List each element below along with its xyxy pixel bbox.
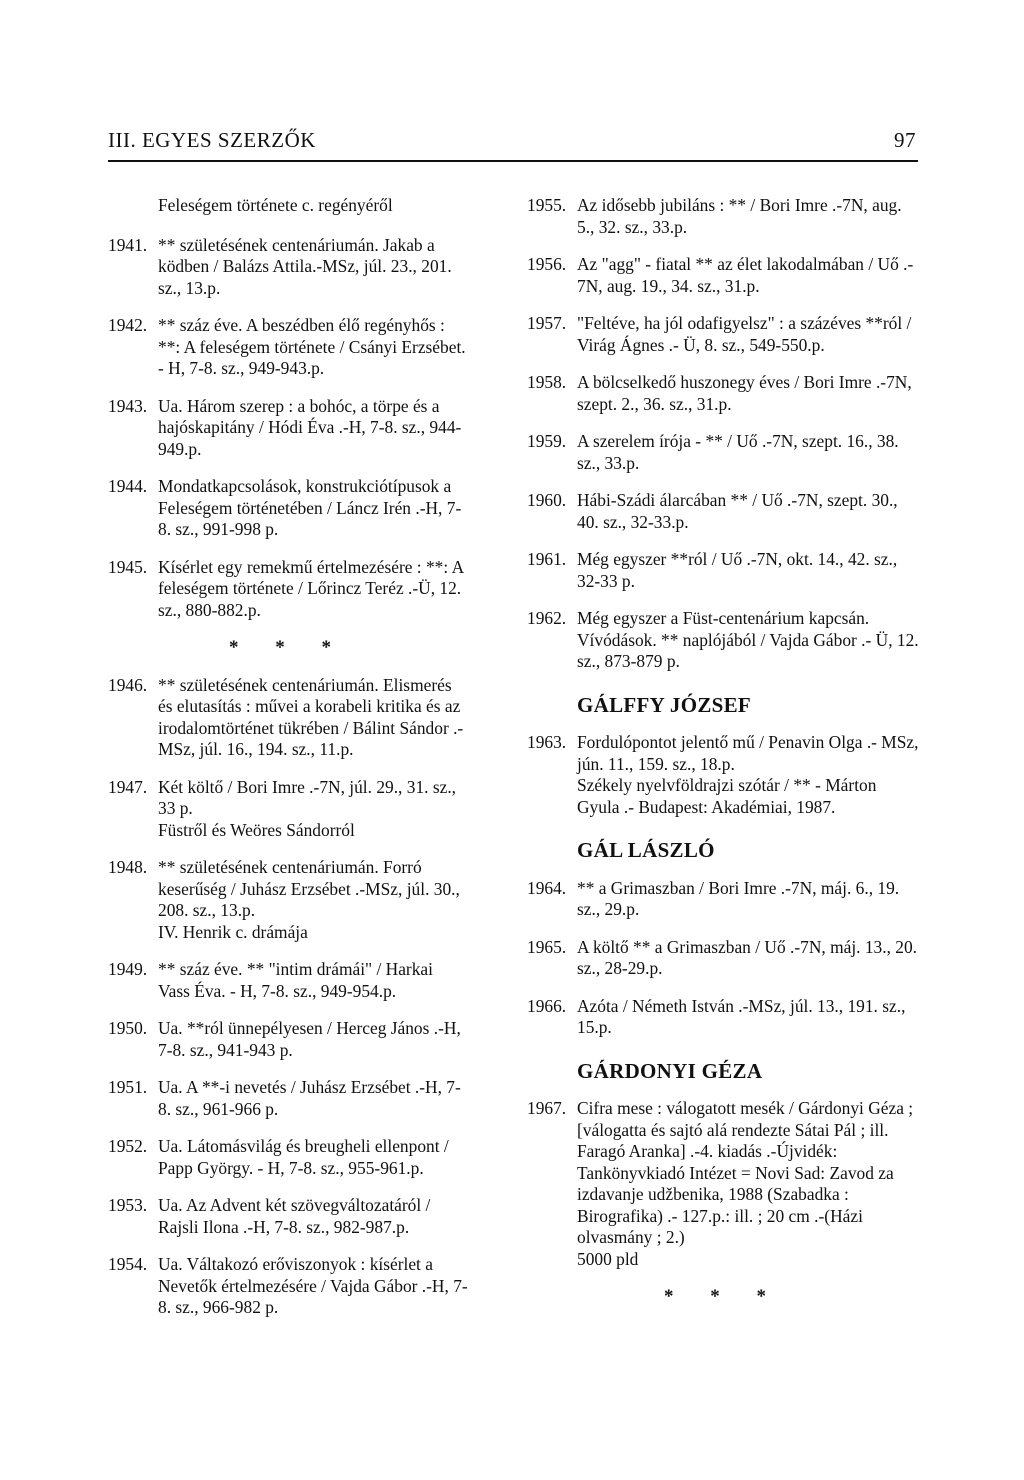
entry-1951 bbox=[108, 1077, 468, 1120]
entry-1944 bbox=[108, 476, 468, 541]
entry-number: 1942. bbox=[108, 315, 148, 335]
entry-number: 1945. bbox=[108, 556, 148, 577]
entry-number: 1947. bbox=[108, 776, 148, 797]
entry-1965 bbox=[527, 937, 919, 980]
entry-1958 bbox=[527, 372, 919, 415]
entry-1959 bbox=[527, 431, 919, 474]
right-column bbox=[527, 195, 919, 1324]
entry-1955 bbox=[527, 195, 919, 238]
entry-text: Hábi-Szádi álarcában ** / Uő .-7N, szept. 30., 40. sz., 32-33.p. bbox=[577, 490, 898, 532]
work-subtitle: Füstről és Weöres Sándorról bbox=[158, 819, 355, 840]
entry-subtext: 5000 pld bbox=[577, 1248, 639, 1269]
entry-1961 bbox=[527, 549, 919, 592]
entry-1943 bbox=[108, 396, 468, 461]
entry-number: 1950. bbox=[108, 1018, 148, 1038]
entry-number: 1965. bbox=[527, 936, 567, 957]
work-subtitle: IV. Henrik c. drámája bbox=[158, 921, 308, 942]
entry-1947 bbox=[108, 777, 468, 842]
entry-text: Ua. Látomásvilág és breugheli ellenpont / Papp György. - H, 7-8. sz., 955-961.p. bbox=[158, 1136, 449, 1178]
entry-number: 1941. bbox=[108, 234, 148, 255]
entry-number: 1955. bbox=[527, 195, 567, 215]
work-subtitle: Feleségem története c. regényéről bbox=[158, 195, 393, 215]
entry-subtext: Székely nyelvföldrajzi szótár / ** - Márton Gyula .- Budapest: Akadémiai, 1987. bbox=[577, 775, 877, 817]
entry-text: A költő ** a Grimaszban / Uő .-7N, máj. 13., 20. sz., 28-29.p. bbox=[577, 936, 918, 978]
entry-number: 1954. bbox=[108, 1254, 148, 1274]
entry-text: Az idősebb jubiláns : ** / Bori Imre .-7N, aug. 5., 32. sz., 33.p. bbox=[577, 195, 902, 237]
entry-1960 bbox=[527, 490, 919, 533]
entry-1966 bbox=[527, 996, 919, 1039]
entry-number: 1944. bbox=[108, 476, 148, 496]
entry-text: Cifra mese : válogatott mesék / Gárdonyi Géza ; [válogatta és sajtó alá rendezte Sátai Pál ; ill. Faragó Aranka] .-4. kiadás .-Újvidék: Tankönyvkiadó Intézet = Novi Sad: Zavod za izdavanje udžbenika, 1988 (Szabadka : Birografika) .- 127.p.: ill. ; 20 cm .-(Házi olvasmány ; 2.) bbox=[577, 1098, 914, 1247]
entry-number: 1952. bbox=[108, 1136, 148, 1156]
entry-text: Az "agg" - fiatal ** az élet lakodalmában / Uő .- 7N, aug. 19., 34. sz., 31.p. bbox=[577, 254, 914, 296]
entry-number: 1962. bbox=[527, 608, 567, 628]
entry-number: 1966. bbox=[527, 995, 567, 1016]
entry-text: Ua. Az Advent két szövegváltozatáról / Rajsli Ilona .-H, 7-8. sz., 982-987.p. bbox=[158, 1195, 431, 1237]
entry-text: Azóta / Németh István .-MSz, júl. 13., 191. sz., 15.p. bbox=[577, 995, 906, 1037]
entry-1957 bbox=[527, 313, 919, 356]
entry-text: Ua. Három szerep : a bohóc, a törpe és a hajóskapitány / Hódi Éva .-H, 7-8. sz., 944-949.p. bbox=[158, 395, 462, 459]
entry-text: ** születésének centenáriumán. Jakab a ködben / Balázs Attila.-MSz, júl. 23., 201. sz., 13.p. bbox=[158, 234, 452, 298]
entry-text: A szerelem írója - ** / Uő .-7N, szept. 16., 38. sz., 33.p. bbox=[577, 431, 899, 473]
entry-text: Még egyszer **ról / Uő .-7N, okt. 14., 42. sz., 32-33 p. bbox=[577, 549, 898, 591]
entry-1962 bbox=[527, 608, 919, 673]
entry-text: ** a Grimaszban / Bori Imre .-7N, máj. 6., 19. sz., 29.p. bbox=[577, 877, 900, 919]
header-rule bbox=[108, 160, 918, 162]
entry-text: Ua. Váltakozó erőviszonyok : kísérlet a Nevetők értelmezésére / Vajda Gábor .-H, 7-8. sz., 966-982 p. bbox=[158, 1254, 468, 1317]
entry-text: Kísérlet egy remekmű értelmezésére : **: A feleségem története / Lőrincz Teréz .-Ü, 12. sz., 880-882.p. bbox=[158, 556, 464, 620]
entry-text: ** száz éve. ** "intim drámái" / Harkai Vass Éva. - H, 7-8. sz., 949-954.p. bbox=[158, 959, 433, 1001]
entry-1952 bbox=[108, 1136, 468, 1179]
entry-text: Még egyszer a Füst-centenárium kapcsán. Vívódások. ** naplójából / Vajda Gábor .- Ü, 12. sz., 873-879 p. bbox=[577, 608, 919, 671]
entry-1967 bbox=[527, 1098, 919, 1270]
entry-number: 1959. bbox=[527, 431, 567, 451]
author-heading: GÁLFFY JÓZSEF bbox=[577, 692, 752, 717]
entry-1953 bbox=[108, 1195, 468, 1238]
entry-text: Ua. **ról ünnepélyesen / Herceg János .-H, 7-8. sz., 941-943 p. bbox=[158, 1018, 461, 1060]
entry-number: 1963. bbox=[527, 732, 567, 752]
running-header bbox=[108, 128, 916, 153]
author-heading: GÁL LÁSZLÓ bbox=[577, 838, 715, 862]
entry-1945 bbox=[108, 557, 468, 622]
left-column bbox=[108, 195, 468, 1335]
entry-number: 1961. bbox=[527, 549, 567, 569]
entry-number: 1949. bbox=[108, 959, 148, 979]
section-title: III. EGYES SZERZŐK bbox=[108, 128, 316, 152]
entry-text: A bölcselkedő huszonegy éves / Bori Imre .-7N, szept. 2., 36. sz., 31.p. bbox=[577, 372, 912, 414]
entry-text: Fordulópontot jelentő mű / Penavin Olga .- MSz, jún. 11., 159. sz., 18.p. bbox=[577, 732, 919, 774]
entry-number: 1946. bbox=[108, 674, 148, 695]
entry-1964 bbox=[527, 878, 919, 921]
entry-number: 1964. bbox=[527, 877, 567, 898]
entry-number: 1951. bbox=[108, 1077, 148, 1097]
section-separator: * * * bbox=[229, 637, 347, 658]
entry-1948 bbox=[108, 857, 468, 943]
page-number: 97 bbox=[894, 128, 916, 152]
entry-text: ** születésének centenáriumán. Forró keserűség / Juhász Erzsébet .-MSz, júl. 30., 208. sz., 13.p. bbox=[158, 857, 460, 920]
entry-text: Ua. A **-i nevetés / Juhász Erzsébet .-H, 7-8. sz., 961-966 p. bbox=[158, 1077, 461, 1119]
entry-number: 1956. bbox=[527, 254, 567, 274]
entry-number: 1957. bbox=[527, 313, 567, 333]
entry-number: 1958. bbox=[527, 372, 567, 392]
entry-text: Mondatkapcsolások, konstrukciótípusok a Feleségem történetében / Láncz Irén .-H, 7-8. sz., 991-998 p. bbox=[158, 476, 462, 539]
entry-1946 bbox=[108, 675, 468, 761]
entry-text: ** száz éve. A beszédben élő regényhős : **: A feleségem története / Csányi Erzsébet. - H, 7-8. sz., 949-943.p. bbox=[158, 315, 466, 378]
entry-number: 1960. bbox=[527, 490, 567, 510]
entry-number: 1967. bbox=[527, 1098, 567, 1118]
entry-1963 bbox=[527, 732, 919, 818]
entry-1942 bbox=[108, 315, 468, 380]
entry-text: ** születésének centenáriumán. Elismerés és elutasítás : művei a korabeli kritika és az irodalomtörténet tükrében / Bálint Sándor .-MSz, júl. 16., 194. sz., 11.p. bbox=[158, 674, 464, 759]
entry-1956 bbox=[527, 254, 919, 297]
entry-text: "Feltéve, ha jól odafigyelsz" : a százéves **ról / Virág Ágnes .- Ü, 8. sz., 549-550.p. bbox=[577, 313, 912, 355]
entry-1954 bbox=[108, 1254, 468, 1319]
entry-1941 bbox=[108, 235, 468, 300]
entry-1949 bbox=[108, 959, 468, 1002]
author-heading: GÁRDONYI GÉZA bbox=[577, 1058, 763, 1083]
entry-text: Két költő / Bori Imre .-7N, júl. 29., 31. sz., 33 p. bbox=[158, 776, 457, 818]
entry-1950 bbox=[108, 1018, 468, 1061]
section-separator: * * * bbox=[664, 1286, 782, 1307]
entry-number: 1943. bbox=[108, 395, 148, 416]
entry-number: 1953. bbox=[108, 1195, 148, 1215]
entry-number: 1948. bbox=[108, 857, 148, 877]
